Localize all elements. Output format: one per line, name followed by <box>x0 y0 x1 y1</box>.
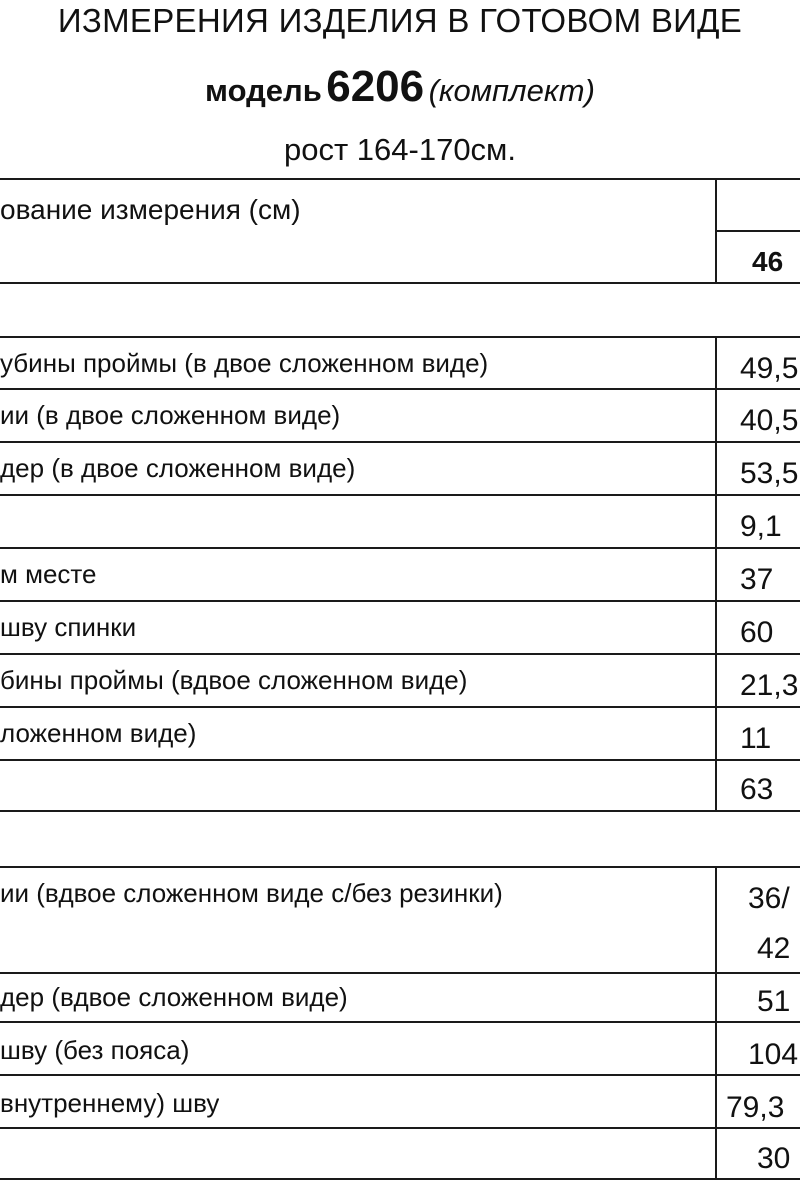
row-value: 51 <box>757 985 791 1018</box>
page-title: ИЗМЕРЕНИЯ ИЗДЕЛИЯ В ГОТОВОМ ВИДЕ <box>57 2 743 39</box>
row-divider <box>0 653 800 655</box>
size-header-divider <box>715 230 800 232</box>
row-value: 49,5 <box>740 352 799 385</box>
row-label: ложенном виде) <box>0 718 197 748</box>
row-label: шву (без пояса) <box>0 1035 190 1065</box>
model-kind: (комплект) <box>428 73 595 108</box>
model-line <box>0 62 800 112</box>
row-label: бины проймы (вдвое сложенном виде) <box>0 665 468 695</box>
row-value: 40,5 <box>740 404 799 437</box>
row-label: убины проймы (в двое сложенном виде) <box>0 348 489 378</box>
model-word: модель <box>205 73 322 108</box>
row-divider <box>0 759 800 761</box>
table-header-bottom <box>0 282 800 284</box>
row-label: дер (в двое сложенном виде) <box>0 453 356 483</box>
row-value: 53,5 <box>740 457 799 490</box>
row-divider <box>0 706 800 708</box>
section1-border-top <box>0 336 800 338</box>
section1-column-divider <box>715 336 717 810</box>
row-value: 36/ <box>748 882 790 915</box>
row-label: ии (вдвое сложенном виде с/без резинки) <box>0 878 503 908</box>
row-value: 37 <box>740 563 774 596</box>
section2-column-divider <box>715 866 717 1180</box>
model-number: 6206 <box>326 62 425 111</box>
row-label: м месте <box>0 559 97 589</box>
row-divider <box>0 1074 800 1076</box>
size-header: 46 <box>752 246 784 277</box>
row-divider <box>0 1127 800 1129</box>
row-value: 60 <box>740 616 774 649</box>
height-range: рост 164-170см. <box>284 132 516 167</box>
row-value: 11 <box>740 722 772 755</box>
row-value: 63 <box>740 773 774 806</box>
table-border-top <box>0 178 800 180</box>
row-value: 30 <box>757 1142 791 1175</box>
row-divider <box>0 388 800 390</box>
row-value-secondary: 42 <box>757 932 791 965</box>
row-label: ии (в двое сложенном виде) <box>0 400 341 430</box>
row-label: шву спинки <box>0 612 137 642</box>
section1-border-bottom <box>0 810 800 812</box>
row-divider <box>0 972 800 974</box>
row-value: 9,1 <box>740 510 782 543</box>
row-value: 104 <box>748 1038 799 1071</box>
row-divider <box>0 441 800 443</box>
section2-border-top <box>0 866 800 868</box>
row-label: дер (вдвое сложенном виде) <box>0 982 348 1012</box>
row-divider <box>0 600 800 602</box>
column-header: ование измерения (см) <box>0 194 301 225</box>
row-label: внутреннему) шву <box>0 1088 220 1118</box>
row-divider <box>0 1021 800 1023</box>
row-divider <box>0 547 800 549</box>
row-value: 79,3 <box>726 1091 785 1124</box>
section2-border-bottom <box>0 1178 800 1180</box>
row-value: 21,3 <box>740 669 799 702</box>
row-divider <box>0 494 800 496</box>
